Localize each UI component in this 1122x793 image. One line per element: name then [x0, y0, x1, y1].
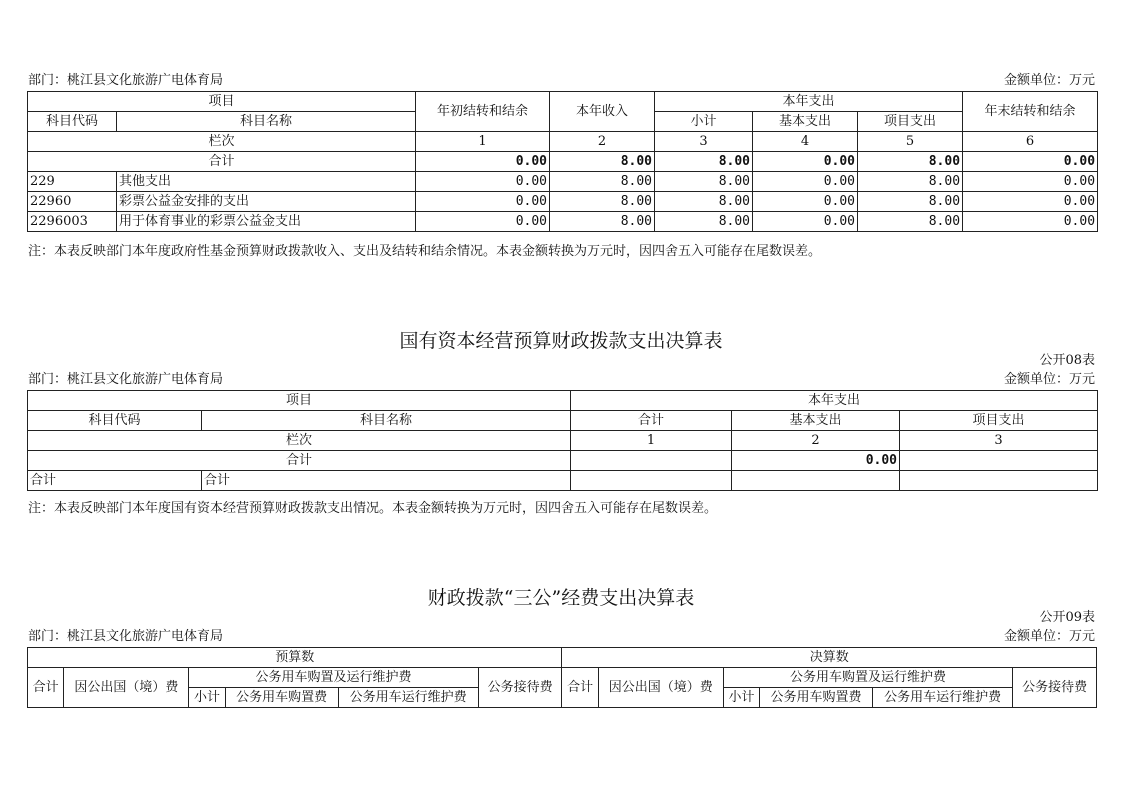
t1-row-cell: 0.00	[963, 212, 1098, 232]
t1-row-cell: 0.00	[963, 172, 1098, 192]
t1-col-4: 4	[753, 132, 858, 152]
t2-title: 国有资本经营预算财政拨款支出决算表	[399, 330, 723, 352]
t1-h-name: 科目名称	[117, 112, 416, 132]
t1-h-income: 本年收入	[550, 92, 655, 132]
t1-row-name: 用于体育事业的彩票公益金支出	[117, 212, 416, 232]
t1-h-opening: 年初结转和结余	[416, 92, 550, 132]
t1-h-code: 科目代码	[28, 112, 117, 132]
t1-col-label: 栏次	[28, 132, 416, 152]
t3-dept: 部门：桃江县文化旅游广电体育局	[28, 629, 224, 644]
t1-row-cell: 8.00	[655, 172, 753, 192]
t2-col-label: 栏次	[28, 431, 571, 451]
t2-h-name: 科目名称	[202, 411, 571, 431]
t1-row-code: 22960	[28, 192, 117, 212]
t2-total-value: 0.00	[732, 451, 900, 471]
t3-budget-vehicle: 公务用车购置及运行维护费	[189, 668, 478, 688]
t1-table	[27, 91, 1098, 232]
t1-unit: 金额单位：万元	[1003, 73, 1095, 88]
t1-row-cell: 0.00	[753, 172, 858, 192]
t1-row-cell: 0.00	[753, 192, 858, 212]
t1-row-name: 其他支出	[117, 172, 416, 192]
t1-h-spend: 本年支出	[655, 92, 963, 112]
t3-final-subtotal: 小计	[723, 688, 759, 708]
t3-table	[27, 647, 1097, 708]
t2-code: 公开08表	[1039, 353, 1095, 368]
t2-h-item: 项目	[28, 391, 571, 411]
t1-row-code: 2296003	[28, 212, 117, 232]
t3-unit: 金额单位：万元	[1003, 629, 1095, 644]
t1-row-cell: 8.00	[655, 212, 753, 232]
t2-total-label: 合计	[28, 451, 571, 471]
t2-table	[27, 390, 1098, 491]
t1-note: 注：本表反映部门本年度政府性基金预算财政拨款收入、支出及结转和结余情况。本表金额转换为万元时，因四舍五入可能存在尾数误差。	[28, 244, 822, 259]
t1-row-cell: 8.00	[858, 172, 963, 192]
t1-col-3: 3	[655, 132, 753, 152]
t1-row-cell: 8.00	[550, 172, 655, 192]
t1-total-cell: 0.00	[753, 152, 858, 172]
t2-row-code: 合计	[28, 471, 202, 491]
t1-row-name: 彩票公益金安排的支出	[117, 192, 416, 212]
t1-total-cell: 0.00	[963, 152, 1098, 172]
t1-col-5: 5	[858, 132, 963, 152]
t3-h-budget: 预算数	[28, 648, 562, 668]
t3-budget-purchase: 公务用车购置费	[225, 688, 338, 708]
t1-col-6: 6	[963, 132, 1098, 152]
t1-row-cell: 0.00	[753, 212, 858, 232]
t1-col-2: 2	[550, 132, 655, 152]
t1-row-code: 229	[28, 172, 117, 192]
t3-budget-maintain: 公务用车运行维护费	[338, 688, 478, 708]
t1-dept: 部门：桃江县文化旅游广电体育局	[28, 73, 224, 88]
t1-row-cell: 0.00	[416, 192, 550, 212]
t3-final-reception: 公务接待费	[1013, 668, 1097, 708]
t2-row-name: 合计	[202, 471, 571, 491]
table-row	[28, 212, 1098, 232]
t3-code: 公开09表	[1039, 610, 1095, 625]
t1-h-subtotal: 小计	[655, 112, 753, 132]
t3-budget-total: 合计	[28, 668, 64, 708]
t1-row-cell: 8.00	[858, 212, 963, 232]
t3-final-total: 合计	[562, 668, 598, 708]
t2-h-code: 科目代码	[28, 411, 202, 431]
t1-h-basic: 基本支出	[753, 112, 858, 132]
table-row	[28, 192, 1098, 212]
t3-title: 财政拨款“三公”经费支出决算表	[427, 587, 695, 609]
t1-total-cell: 8.00	[655, 152, 753, 172]
t2-total-cell	[571, 451, 732, 471]
t3-final-purchase: 公务用车购置费	[760, 688, 873, 708]
t3-final-vehicle: 公务用车购置及运行维护费	[723, 668, 1012, 688]
t1-row-cell: 8.00	[858, 192, 963, 212]
t3-h-final: 决算数	[562, 648, 1097, 668]
t2-note: 注：本表反映部门本年度国有资本经营预算财政拨款支出情况。本表金额转换为万元时，因四舍五入可能存在尾数误差。	[28, 501, 718, 516]
t2-h-spend: 本年支出	[571, 391, 1098, 411]
t2-row-cell	[732, 471, 900, 491]
t1-row-cell: 8.00	[550, 212, 655, 232]
t1-col-1: 1	[416, 132, 550, 152]
t2-dept: 部门：桃江县文化旅游广电体育局	[28, 372, 224, 387]
t1-total-label: 合计	[28, 152, 416, 172]
t2-row-cell	[900, 471, 1098, 491]
t2-h-project: 项目支出	[900, 411, 1098, 431]
t1-total-cell: 8.00	[858, 152, 963, 172]
t2-col-2: 2	[732, 431, 900, 451]
t3-budget-subtotal: 小计	[189, 688, 225, 708]
t1-total-cell: 8.00	[550, 152, 655, 172]
t1-h-item: 项目	[28, 92, 416, 112]
t2-total-cell	[900, 451, 1098, 471]
t3-final-abroad: 因公出国（境）费	[598, 668, 723, 708]
t1-h-closing: 年末结转和结余	[963, 92, 1098, 132]
t1-row-cell: 0.00	[963, 192, 1098, 212]
t3-final-maintain: 公务用车运行维护费	[873, 688, 1013, 708]
t1-total-cell: 0.00	[416, 152, 550, 172]
t2-col-1: 1	[571, 431, 732, 451]
t1-row-cell: 0.00	[416, 172, 550, 192]
t3-budget-reception: 公务接待费	[478, 668, 562, 708]
t2-h-basic: 基本支出	[732, 411, 900, 431]
table-row	[28, 471, 1098, 491]
t3-budget-abroad: 因公出国（境）费	[64, 668, 189, 708]
t2-h-total: 合计	[571, 411, 732, 431]
t2-col-3: 3	[900, 431, 1098, 451]
t2-row-cell	[571, 471, 732, 491]
t1-row-cell: 0.00	[416, 212, 550, 232]
t1-row-cell: 8.00	[655, 192, 753, 212]
table-row	[28, 172, 1098, 192]
t1-row-cell: 8.00	[550, 192, 655, 212]
t1-h-project: 项目支出	[858, 112, 963, 132]
t2-unit: 金额单位：万元	[1003, 372, 1095, 387]
